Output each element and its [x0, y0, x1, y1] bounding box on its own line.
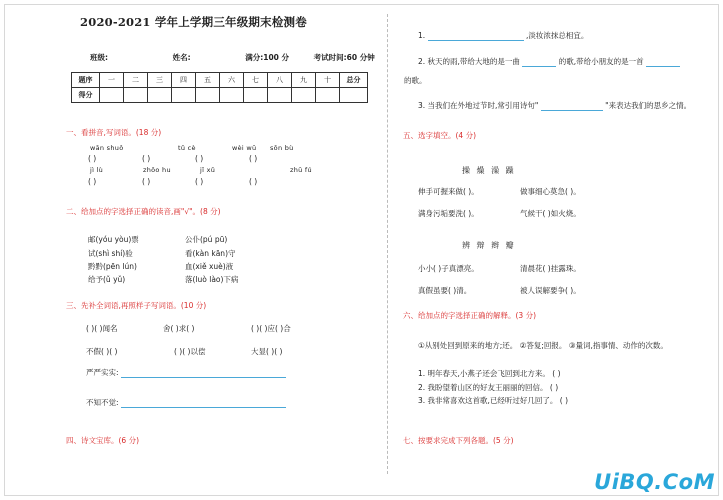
fill-item[interactable]: 真假虽要( )清。: [418, 286, 472, 295]
question-text: 的歌。: [404, 76, 427, 85]
question-text: "来表达我们的思乡之情。: [605, 101, 692, 110]
reading-option[interactable]: 试(shì shí)验: [88, 249, 133, 258]
name-field[interactable]: 姓名:: [172, 53, 191, 62]
answer-line[interactable]: [121, 371, 286, 378]
score-input-cell[interactable]: [220, 88, 244, 103]
question-text: 3. 当我们在外地过节时,常引用诗句": [418, 101, 539, 110]
score-table-cell: 总分: [340, 73, 368, 88]
score-table-cell: 三: [148, 73, 172, 88]
answer-line[interactable]: [121, 401, 286, 408]
fill-item[interactable]: 被人误解要争( )。: [520, 286, 581, 295]
section-1-title: 一、看拼音,写词语。(18 分): [66, 128, 162, 137]
reading-option[interactable]: 邮(yóu yòu)票: [88, 235, 139, 244]
section-4-title: 四、诗文宝库。(6 分): [66, 436, 140, 445]
answer-line[interactable]: [541, 104, 603, 111]
reading-option[interactable]: 给予(ǔ yǔ): [88, 275, 126, 284]
score-table-score-row: [72, 88, 368, 103]
section-2-title: 二、给加点的字选择正确的读音,画"√"。(8 分): [66, 207, 221, 216]
idiom-blank[interactable]: 舍( )求( ): [163, 324, 195, 333]
question-text: ,淡妆浓抹总相宜。: [525, 31, 589, 40]
section-6-title: 六、给加点的字选择正确的解释。(3 分): [403, 311, 537, 320]
idiom-blank[interactable]: ( )( )应( )合: [251, 324, 291, 333]
pinyin-item: wèi wū: [232, 144, 257, 152]
meaning-options: ①从别处回到原来的地方;还。 ②答复;回报。 ③量词,指事情、动作的次数。: [418, 341, 668, 350]
score-table-cell: 题序: [72, 73, 100, 88]
write-words-row: [86, 397, 286, 408]
score-input-cell[interactable]: [268, 88, 292, 103]
poem-question-1: [418, 30, 588, 41]
reading-option[interactable]: 看(kàn kān)守: [185, 249, 236, 258]
pinyin-item: sōn bù: [270, 144, 294, 152]
full-score-text: 满分:100 分: [245, 53, 290, 62]
exam-time-text: 考试时间:60 分钟: [313, 53, 375, 62]
question-number: 1.: [418, 31, 426, 40]
example-word-label: 不知不觉:: [86, 398, 119, 407]
character-group-2: 辨 辩 辫 瓣: [462, 241, 516, 250]
meaning-question[interactable]: 1. 明年春天,小燕子还会飞回到北方来。 ( ): [418, 369, 561, 378]
watermark-logo: UiBQ.CoM: [594, 470, 715, 494]
exam-title: 2020-2021 学年上学期三年级期末检测卷: [80, 15, 307, 29]
student-info-line: [90, 52, 397, 63]
answer-paren[interactable]: ( ): [88, 177, 97, 186]
fill-item[interactable]: 满身污垢要洗( )。: [418, 209, 479, 218]
pinyin-item: wān shuǒ: [90, 144, 124, 152]
pinyin-item: jì lù: [90, 166, 104, 174]
fill-item[interactable]: 小小( )子真漂亮。: [418, 264, 479, 273]
section-5-title: 五、选字填空。(4 分): [403, 131, 477, 140]
idiom-blank[interactable]: 大显( )( ): [251, 347, 283, 356]
score-table-cell: 九: [292, 73, 316, 88]
answer-paren[interactable]: ( ): [88, 154, 97, 163]
answer-paren[interactable]: ( ): [142, 154, 151, 163]
class-field[interactable]: 班级:: [90, 53, 108, 62]
score-input-cell[interactable]: [172, 88, 196, 103]
answer-line[interactable]: [428, 34, 524, 41]
pinyin-item: zhū fú: [290, 166, 312, 174]
score-table-cell: 五: [196, 73, 220, 88]
score-input-cell[interactable]: [100, 88, 124, 103]
score-input-cell[interactable]: [292, 88, 316, 103]
score-input-cell[interactable]: [316, 88, 340, 103]
fill-item[interactable]: 做事细心莫急( )。: [520, 187, 581, 196]
question-text: 2. 秋天的雨,带给大地的是一曲: [418, 57, 520, 66]
pinyin-item: jǐ xǔ: [200, 166, 216, 174]
column-divider: [387, 14, 388, 474]
example-word-label: 严严实实:: [86, 368, 119, 377]
idiom-blank[interactable]: 不假( )( ): [86, 347, 118, 356]
section-7-title: 七、按要求完成下列各题。(5 分): [403, 436, 514, 445]
poem-question-2: [418, 56, 680, 67]
score-input-cell[interactable]: [340, 88, 368, 103]
answer-paren[interactable]: ( ): [195, 177, 204, 186]
fill-item[interactable]: 伸手可握来做( )。: [418, 187, 479, 196]
reading-option[interactable]: 血(xiě xuè)液: [185, 262, 234, 271]
fill-item[interactable]: 气候干( )如火烧。: [520, 209, 581, 218]
meaning-question[interactable]: 2. 我盼望着山区的好友王丽丽的回信。 ( ): [418, 383, 559, 392]
score-table-cell: 二: [124, 73, 148, 88]
answer-paren[interactable]: ( ): [142, 177, 151, 186]
score-input-cell[interactable]: [148, 88, 172, 103]
fill-item[interactable]: 清晨花( )挂露珠。: [520, 264, 581, 273]
score-table: [71, 72, 368, 103]
score-input-cell[interactable]: [244, 88, 268, 103]
character-group-1: 操 燥 澡 躁: [462, 166, 516, 175]
pinyin-item: tǔ cè: [178, 144, 196, 152]
pinyin-item: zhōo hu: [143, 166, 171, 174]
score-input-cell[interactable]: [196, 88, 220, 103]
score-table-cell: 七: [244, 73, 268, 88]
section-3-title: 三、先补全词语,再照样子写词语。(10 分): [66, 301, 207, 310]
score-table-cell: 得分: [72, 88, 100, 103]
idiom-blank[interactable]: ( )( )以偿: [174, 347, 206, 356]
answer-line[interactable]: [522, 60, 556, 67]
score-input-cell[interactable]: [124, 88, 148, 103]
score-table-header-row: [72, 73, 368, 88]
score-table-cell: 一: [100, 73, 124, 88]
meaning-question[interactable]: 3. 我非常喜欢这首歌,已经听过好几回了。 ( ): [418, 396, 569, 405]
poem-question-3: [418, 100, 691, 111]
score-table-cell: 六: [220, 73, 244, 88]
reading-option[interactable]: 黔黔(pēn lún): [88, 262, 137, 271]
answer-paren[interactable]: ( ): [195, 154, 204, 163]
answer-paren[interactable]: ( ): [249, 154, 258, 163]
idiom-blank[interactable]: ( )( )闻名: [86, 324, 118, 333]
answer-line[interactable]: [646, 60, 680, 67]
answer-paren[interactable]: ( ): [249, 177, 258, 186]
score-table-cell: 十: [316, 73, 340, 88]
write-words-row: [86, 367, 286, 378]
score-table-cell: 八: [268, 73, 292, 88]
reading-option[interactable]: 落(luò lào)下病: [185, 275, 239, 284]
question-text: 的歌,带给小朋友的是一首: [558, 57, 644, 66]
reading-option[interactable]: 公仆(pú pū): [185, 235, 228, 244]
score-table-cell: 四: [172, 73, 196, 88]
